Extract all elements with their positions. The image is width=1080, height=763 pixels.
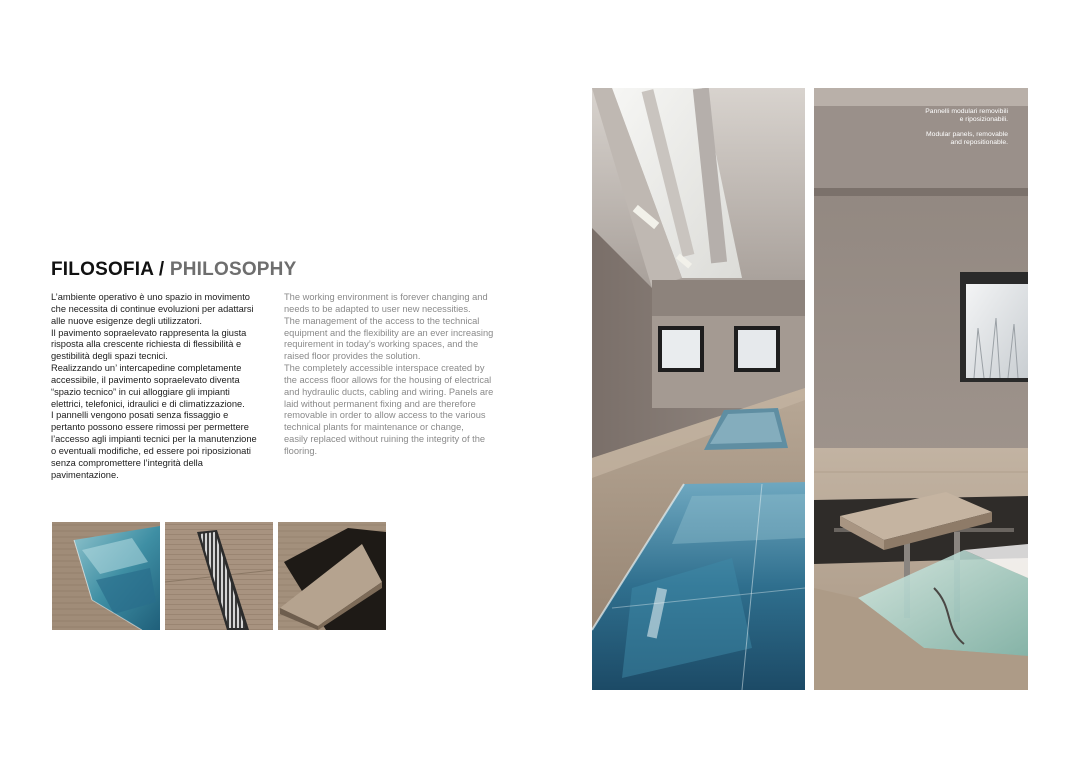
italian-line: I pannelli vengono posati senza fissaggio e <box>51 410 229 421</box>
title-italian: FILOSOFIA <box>51 259 154 280</box>
italian-line: pavimentazione. <box>51 469 119 480</box>
thumbnail-glass-panel-photo <box>52 522 160 630</box>
italian-line: elettrici, telefonici, idraulici e di climatizzazione. <box>51 398 245 409</box>
english-line: requirement in today’s working spaces, and the <box>284 339 479 350</box>
italian-line: “spazio tecnico” in cui alloggiare gli impianti <box>51 386 230 397</box>
english-line: flooring. <box>284 445 318 456</box>
english-line: removable in order to allow access to the various <box>284 410 486 421</box>
italian-line: risposta alla crescente richiesta di flessibilità e <box>51 339 242 350</box>
italian-line: accessibile, il pavimento sopraelevato diventa <box>51 374 240 385</box>
room-glass-floor-photo <box>592 88 805 690</box>
english-line: The completely accessible interspace created by <box>284 363 485 374</box>
english-text-column <box>284 292 499 458</box>
title-english: PHILOSOPHY <box>169 259 297 280</box>
caption-english-line: and repositionable. <box>950 139 1008 147</box>
english-line: equipment and the flexibility are an ever increasing <box>284 327 494 338</box>
english-line: needs to be adapted to user new necessities. <box>284 303 471 314</box>
caption-italian-line: e riposizionabili. <box>959 116 1008 124</box>
italian-line: o eventuali modifiche, ed essere poi riposizionati <box>51 445 251 456</box>
italian-line: gestibilità degli spazi tecnici. <box>51 351 168 362</box>
italian-line: alle nuove esigenze degli utilizzatori. <box>51 315 202 326</box>
english-line: the access floor allows for the housing of electrical <box>284 374 492 385</box>
thumbnail-grille-photo <box>165 522 273 630</box>
caption-italian-line: Pannelli modulari removibili <box>925 108 1008 115</box>
english-line: technical plants for maintenance or change, <box>284 422 464 433</box>
english-line: The working environment is forever changing and <box>284 292 488 302</box>
title-separator: / <box>158 259 165 280</box>
italian-line: Realizzando un’ intercapedine completamente <box>51 363 242 374</box>
caption-english-line: Modular panels, removable <box>926 130 1008 138</box>
english-line: laid without permanent fixing and are therefore <box>284 398 476 409</box>
italian-line: l’accesso agli impianti tecnici per la manutenzione <box>51 434 257 445</box>
italian-line: senza compromettere l’integrità della <box>51 457 203 468</box>
english-line: easily replaced without ruining the integrity of the <box>284 434 486 445</box>
thumbnail-lifted-panel-photo <box>278 522 386 630</box>
italian-line: L’ambiente operativo è uno spazio in movimento <box>51 292 250 302</box>
italian-line: che necessita di continue evoluzioni per adattarsi <box>51 303 254 314</box>
removable-panels-photo <box>814 88 1028 690</box>
english-line: The management of the access to the technical <box>284 315 480 326</box>
photo-caption <box>925 108 1008 148</box>
italian-line: Il pavimento sopraelevato rappresenta la giusta <box>51 327 247 338</box>
page-title <box>51 259 296 281</box>
italian-line: pertanto possono essere rimossi per permettere <box>51 422 249 433</box>
english-line: raised floor provides the solution. <box>284 351 421 362</box>
italian-text-column <box>51 292 276 482</box>
english-line: and hydraulic ducts, cabling and wiring. Panels are <box>284 386 494 397</box>
